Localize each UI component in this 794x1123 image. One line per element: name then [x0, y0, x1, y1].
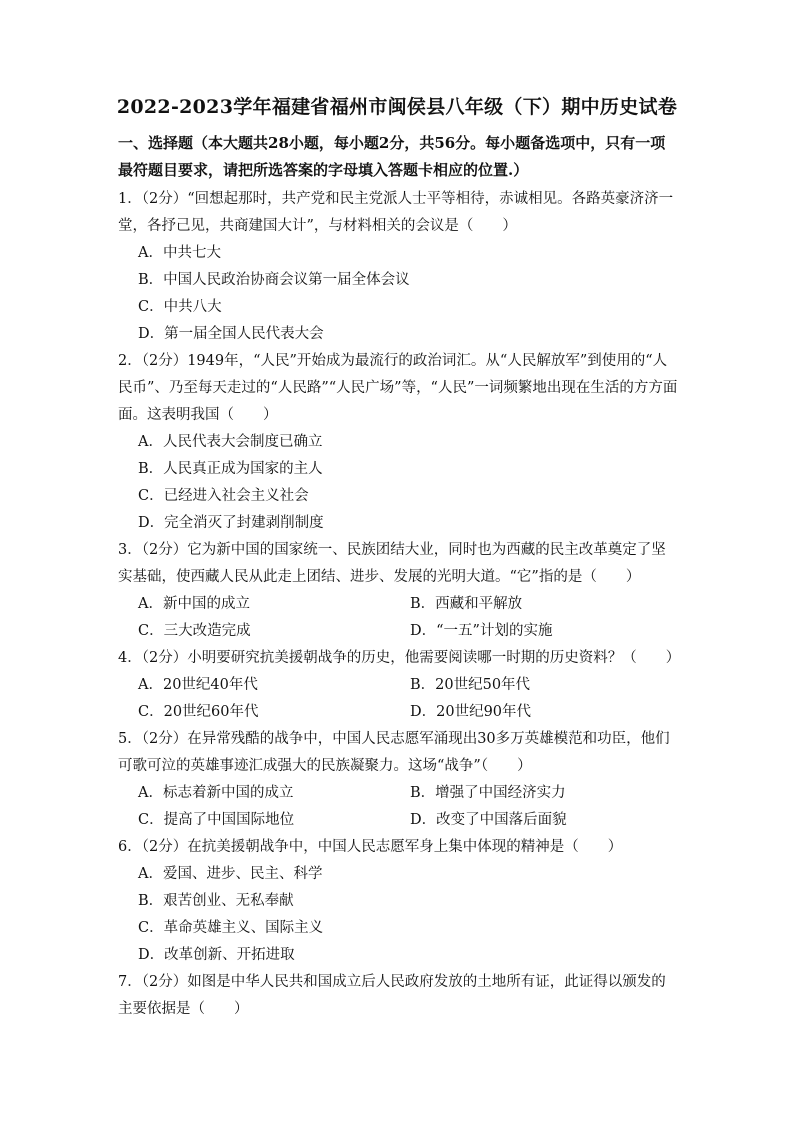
option-b: B．20世纪50年代: [410, 677, 531, 693]
question-stem: 3．（2分）它为新中国的国家统一、民族团结大业，同时也为西藏的民主改革奠定了坚实基础，使西藏人民从此走上团结、进步、发展的光明大道。“它”指的是（ ）: [118, 542, 666, 585]
option-list: [138, 780, 678, 834]
question-stem: 4．（2分）小明要研究抗美援朝战争的历史，他需要阅读哪一时期的历史资料？（ ）: [118, 650, 681, 666]
question-2: [0, 348, 794, 537]
question-1: [0, 186, 794, 348]
question-stem: 7．（2分）如图是中华人民共和国成立后人民政府发放的土地所有证，此证得以颁发的主要依据是（ ）: [118, 974, 666, 1017]
option-a: A．中共七大: [138, 245, 221, 261]
option-c: C．提高了中国国际地位: [138, 812, 295, 828]
question-stem: 5．（2分）在异常残酷的战争中，中国人民志愿军涌现出30多万英雄模范和功臣，他们可歌可泣的英雄事迹汇成强大的民族凝聚力。这场“战争”（ ）: [118, 731, 670, 774]
option-d: D．20世纪90年代: [410, 704, 532, 720]
option-list: [138, 591, 678, 645]
option-b: B．增强了中国经济实力: [410, 785, 566, 801]
option-list: [138, 672, 678, 726]
question-list: [0, 186, 794, 1023]
question-7: [0, 969, 794, 1023]
option-c: C．20世纪60年代: [138, 704, 259, 720]
question-stem: 1．（2分）“回想起那时，共产党和民主党派人士平等相待，赤诚相见。各路英豪济济一堂，各抒己见，共商建国大计”，与材料相关的会议是（ ）: [118, 191, 674, 234]
option-d: D．改革创新、开拓进取: [138, 947, 295, 963]
option-d: D．第一届全国人民代表大会: [138, 326, 324, 342]
option-a: A．20世纪40年代: [138, 677, 258, 693]
option-c: C．革命英雄主义、国际主义: [138, 920, 324, 936]
option-b: B．人民真正成为国家的主人: [138, 461, 323, 477]
option-c: C．中共八大: [138, 299, 222, 315]
option-a: A．爱国、进步、民主、科学: [138, 866, 323, 882]
section-heading: 一、选择题（本大题共28小题，每小题2分，共56分。每小题备选项中，只有一项最符题目要求，请把所选答案的字母填入答题卡相应的位置.）: [118, 134, 666, 179]
option-b: B．艰苦创业、无私奉献: [138, 893, 294, 909]
option-list: [138, 429, 678, 537]
option-a: A．新中国的成立: [138, 596, 250, 612]
question-stem: 6．（2分）在抗美援朝战争中，中国人民志愿军身上集中体现的精神是（ ）: [118, 839, 623, 855]
option-a: A．标志着新中国的成立: [138, 785, 294, 801]
question-4: [0, 645, 794, 726]
option-list: [138, 240, 678, 348]
option-b: B．西藏和平解放: [410, 596, 523, 612]
option-b: B．中国人民政治协商会议第一届全体会议: [138, 272, 410, 288]
question-6: [0, 834, 794, 969]
option-d: D．“一五”计划的实施: [410, 623, 553, 639]
question-3: [0, 537, 794, 645]
option-c: C．三大改造完成: [138, 623, 251, 639]
option-d: D．改变了中国落后面貌: [410, 812, 567, 828]
option-list: [138, 861, 678, 969]
option-d: D．完全消灭了封建剥削制度: [138, 515, 324, 531]
option-c: C．已经进入社会主义社会: [138, 488, 309, 504]
question-stem: 2．（2分）1949年，“人民”开始成为最流行的政治词汇。从“人民解放军”到使用的“人民币”、乃至每天走过的“人民路”“人民广场”等，“人民”一词频繁地出现在生活的方方面面。这表明我国（ ）: [118, 353, 678, 423]
exam-title: 2022-2023学年福建省福州市闽侯县八年级（下）期中历史试卷: [116, 96, 678, 118]
option-a: A．人民代表大会制度已确立: [138, 434, 323, 450]
question-5: [0, 726, 794, 834]
